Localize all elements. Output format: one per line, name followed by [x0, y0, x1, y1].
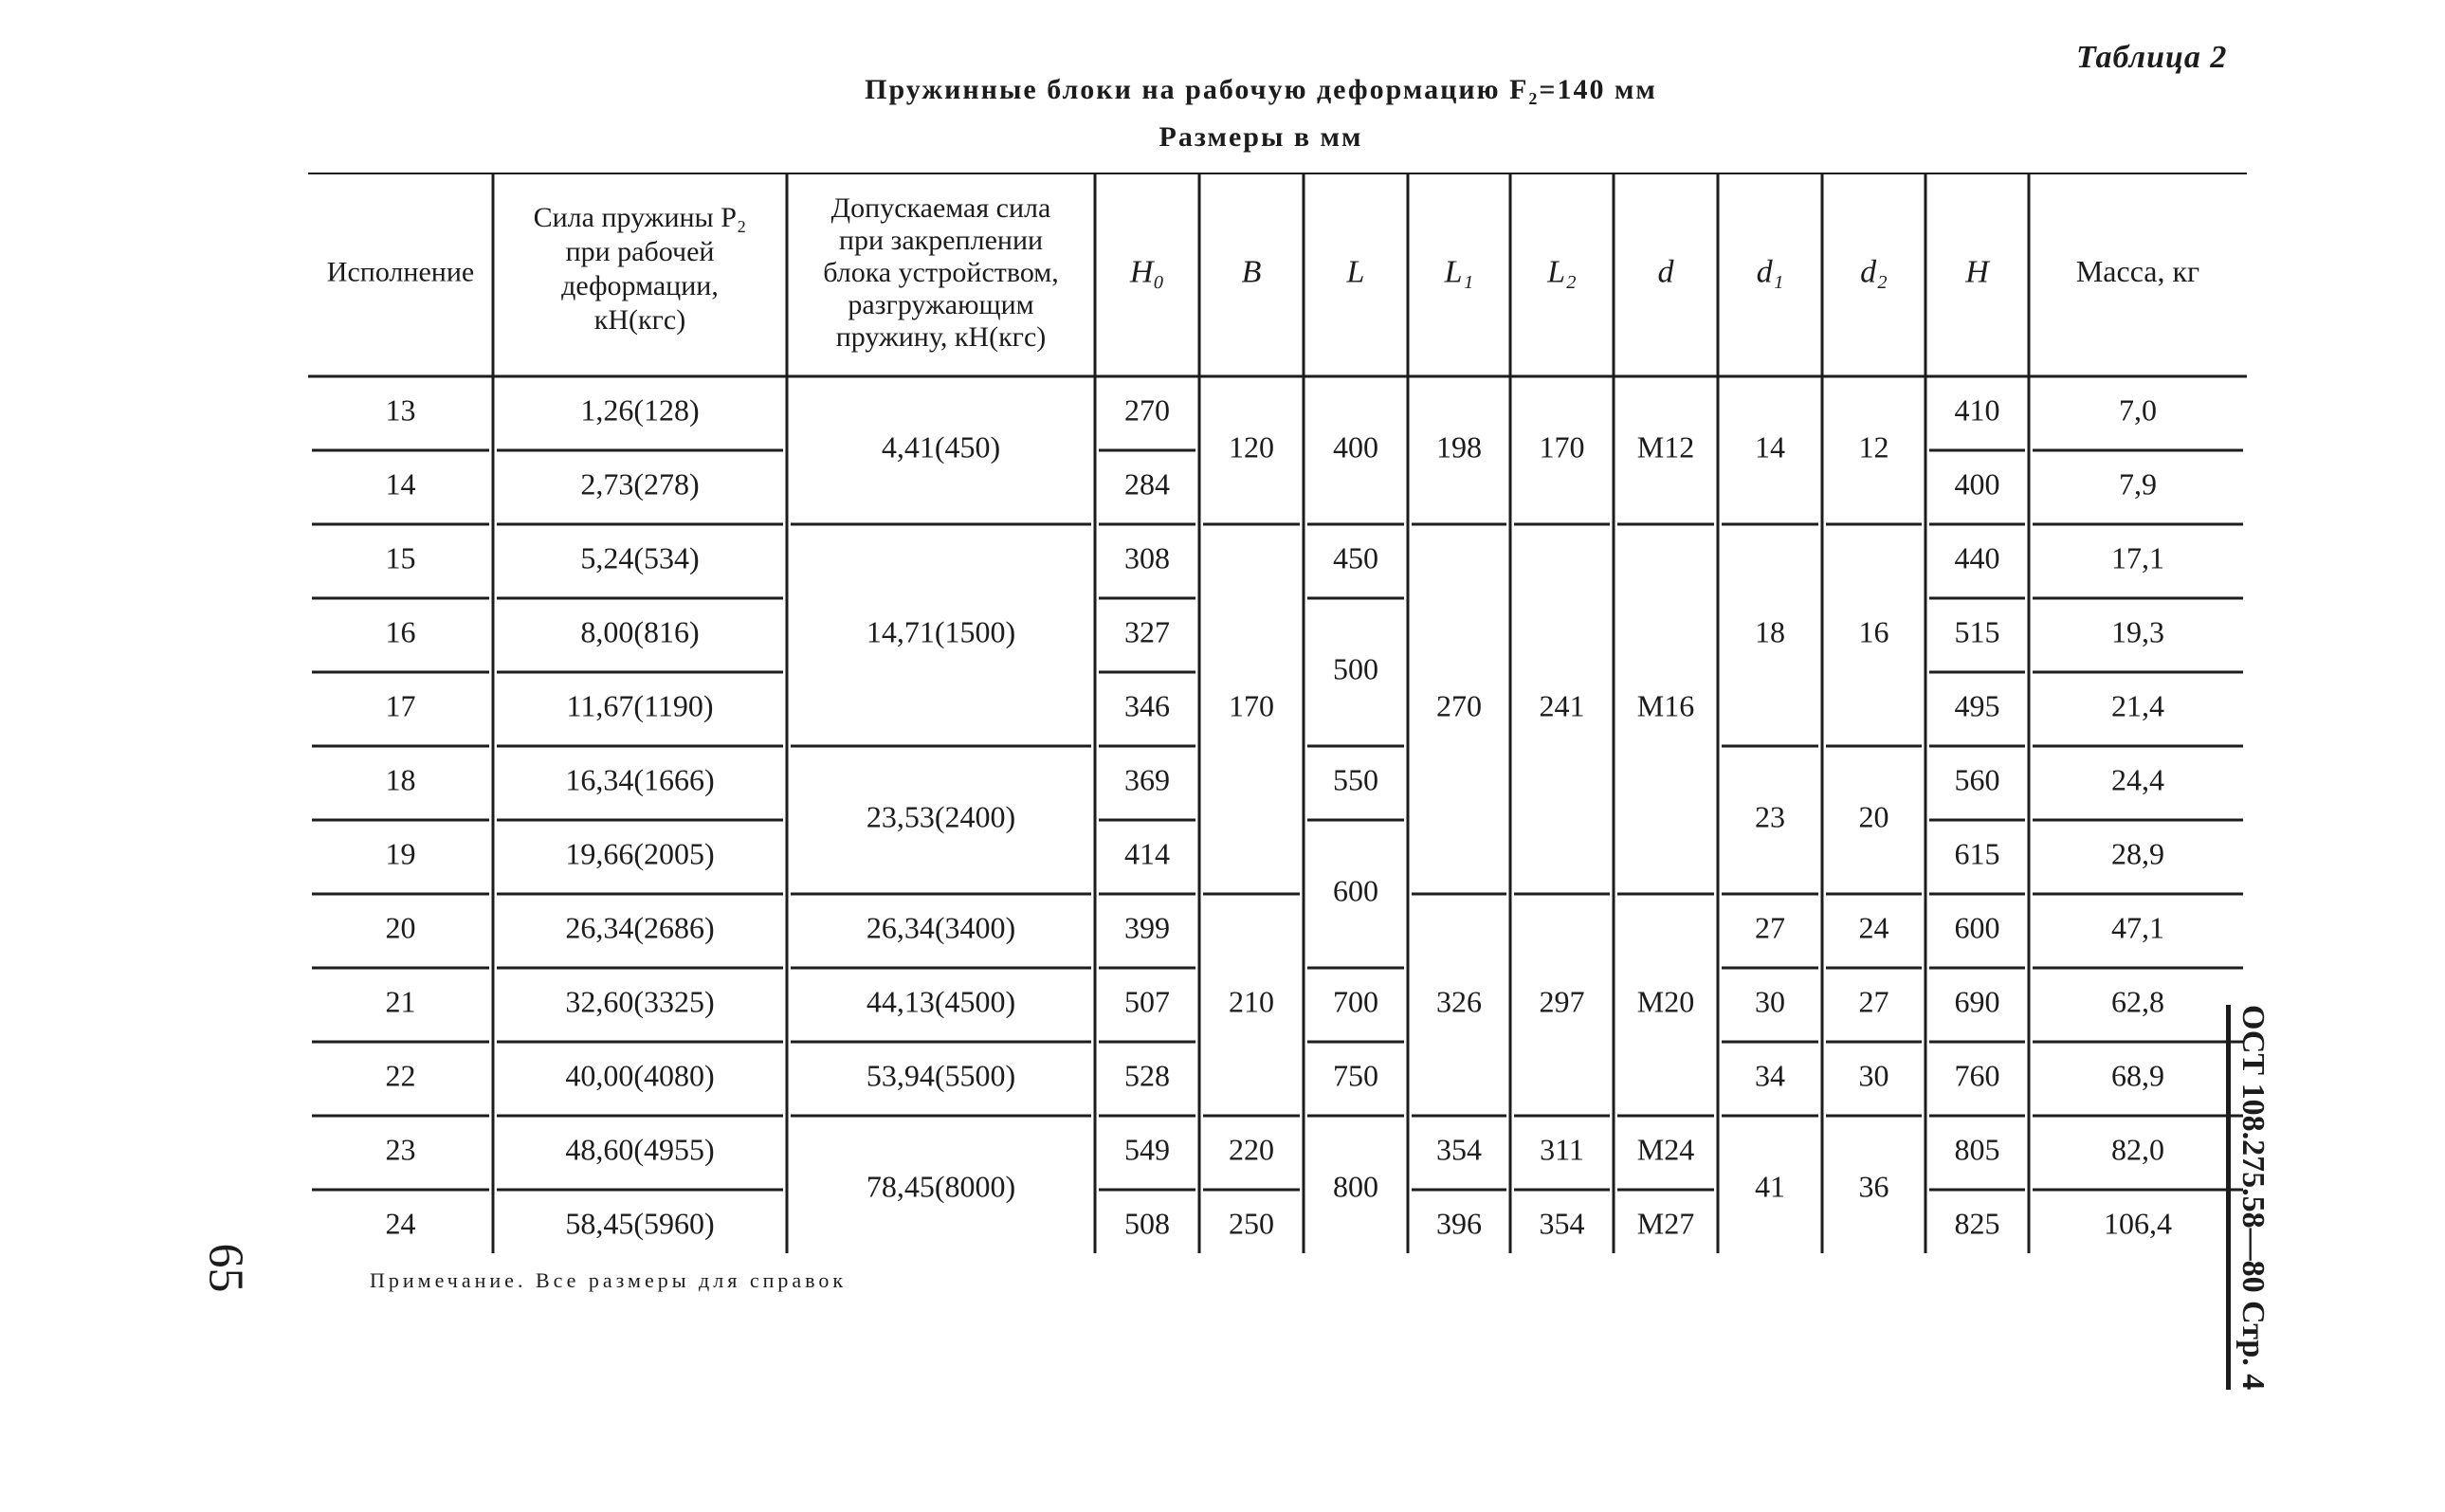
cell-h0: 284 [1124, 466, 1170, 501]
cell-h: 410 [1954, 392, 2000, 428]
cell-h: 760 [1954, 1058, 2000, 1093]
header-dopusk-line: блока устройством, [823, 256, 1059, 288]
header-massa: Масса, кг [2075, 253, 2200, 288]
cell-sila: 8,00(816) [580, 614, 700, 649]
header-l1: L₁ [1444, 254, 1474, 290]
header-l: L [1346, 254, 1365, 290]
cell-sila: 40,00(4080) [565, 1058, 715, 1093]
cell-massa: 47,1 [2111, 910, 2164, 945]
cell-b: 220 [1229, 1132, 1274, 1167]
header-sila-line: деформации, [561, 269, 719, 301]
cell-d2: 27 [1858, 984, 1889, 1019]
header-d1: d₁ [1756, 254, 1784, 290]
cell-h0: 528 [1124, 1058, 1170, 1093]
header-b: B [1241, 254, 1262, 290]
cell-l: 800 [1333, 1169, 1378, 1204]
cell-ispolnenie: 19 [385, 836, 416, 871]
cell-h: 560 [1954, 762, 2000, 797]
cell-d: M24 [1636, 1132, 1695, 1167]
cell-massa: 62,8 [2111, 984, 2164, 1019]
cell-h0: 399 [1124, 910, 1170, 945]
cell-d2: 20 [1858, 799, 1889, 834]
cell-l: 700 [1333, 984, 1378, 1019]
cell-l1: 198 [1436, 429, 1482, 465]
cell-h0: 507 [1124, 984, 1170, 1019]
cell-dopusk: 4,41(450) [881, 429, 1001, 465]
spring-blocks-table [308, 173, 2247, 1253]
cell-sila: 1,26(128) [580, 392, 700, 428]
cell-d: M12 [1636, 429, 1695, 465]
cell-h0: 270 [1124, 392, 1170, 428]
cell-b: 210 [1229, 984, 1274, 1019]
cell-ispolnenie: 21 [385, 984, 416, 1019]
cell-h0: 549 [1124, 1132, 1170, 1167]
cell-dopusk: 23,53(2400) [866, 799, 1016, 834]
cell-ispolnenie: 17 [385, 688, 416, 723]
header-sila-line: Сила пружины P₂ [533, 201, 747, 233]
cell-massa: 7,0 [2119, 392, 2157, 428]
cell-l1: 396 [1436, 1206, 1482, 1241]
cell-d: M16 [1636, 688, 1695, 723]
cell-sila: 48,60(4955) [565, 1132, 715, 1167]
header-d: d [1657, 254, 1674, 290]
cell-h: 515 [1954, 614, 2000, 649]
cell-l2: 354 [1539, 1206, 1585, 1241]
cell-dopusk: 78,45(8000) [866, 1169, 1016, 1204]
cell-sila: 11,67(1190) [566, 688, 714, 723]
cell-sila: 2,73(278) [580, 466, 700, 501]
cell-d1: 18 [1755, 614, 1785, 649]
cell-ispolnenie: 23 [385, 1132, 416, 1167]
cell-l2: 311 [1540, 1132, 1584, 1167]
page-number-handwritten: 65 [198, 1243, 253, 1293]
cell-d2: 24 [1858, 910, 1889, 945]
cell-d1: 14 [1755, 429, 1785, 465]
table-footnote: Примечание. Все размеры для справок [370, 1268, 848, 1292]
cell-l1: 354 [1436, 1132, 1482, 1167]
cell-sila: 58,45(5960) [565, 1206, 715, 1241]
header-dopusk-line: разгружающим [848, 288, 1034, 320]
cell-l: 400 [1333, 429, 1378, 465]
cell-d1: 23 [1755, 799, 1785, 834]
cell-h: 440 [1954, 540, 2000, 575]
cell-d2: 30 [1858, 1058, 1889, 1093]
cell-l: 750 [1333, 1058, 1378, 1093]
cell-d1: 30 [1755, 984, 1785, 1019]
cell-b: 120 [1229, 429, 1274, 465]
cell-b: 250 [1229, 1206, 1274, 1241]
cell-massa: 106,4 [2104, 1206, 2172, 1241]
cell-d1: 41 [1755, 1169, 1785, 1204]
cell-ispolnenie: 22 [385, 1058, 416, 1093]
cell-ispolnenie: 18 [385, 762, 416, 797]
header-dopusk-line: при закреплении [838, 224, 1044, 256]
table-subtitle: Размеры в мм [1159, 121, 1363, 153]
cell-dopusk: 26,34(3400) [866, 910, 1016, 945]
cell-ispolnenie: 13 [385, 392, 416, 428]
cell-h0: 308 [1124, 540, 1170, 575]
cell-ispolnenie: 24 [385, 1206, 416, 1241]
cell-h: 600 [1954, 910, 2000, 945]
cell-h0: 327 [1124, 614, 1170, 649]
cell-h0: 346 [1124, 688, 1170, 723]
header-h0: H₀ [1129, 254, 1165, 290]
cell-sila: 26,34(2686) [565, 910, 715, 945]
cell-sila: 19,66(2005) [565, 836, 715, 871]
cell-d2: 12 [1858, 429, 1889, 465]
cell-dopusk: 44,13(4500) [866, 984, 1016, 1019]
cell-sila: 5,24(534) [580, 540, 700, 575]
cell-l: 450 [1333, 540, 1378, 575]
cell-h0: 508 [1124, 1206, 1170, 1241]
cell-h: 805 [1954, 1132, 2000, 1167]
cell-massa: 24,4 [2111, 762, 2164, 797]
cell-ispolnenie: 15 [385, 540, 416, 575]
cell-l: 550 [1333, 762, 1378, 797]
cell-ispolnenie: 14 [385, 466, 416, 501]
table-cells [327, 192, 2199, 1240]
cell-massa: 7,9 [2119, 466, 2157, 501]
cell-h: 400 [1954, 466, 2000, 501]
cell-dopusk: 53,94(5500) [866, 1058, 1016, 1093]
cell-l1: 270 [1436, 688, 1482, 723]
header-sila-line: кН(кгс) [593, 303, 686, 336]
cell-massa: 17,1 [2111, 540, 2164, 575]
document-code: ОСТ 108.275.58—80 Стр. 4 [2226, 1005, 2271, 1390]
cell-d1: 27 [1755, 910, 1785, 945]
cell-d: M20 [1636, 984, 1695, 1019]
cell-d2: 16 [1858, 614, 1889, 649]
table-title: Пружинные блоки на рабочую деформацию F₂=140 мм [865, 74, 1657, 105]
cell-h0: 369 [1124, 762, 1170, 797]
cell-l: 600 [1333, 873, 1378, 908]
cell-massa: 21,4 [2111, 688, 2164, 723]
cell-ispolnenie: 20 [385, 910, 416, 945]
cell-h: 615 [1954, 836, 2000, 871]
header-sila-line: при рабочей [565, 235, 715, 267]
cell-massa: 19,3 [2111, 614, 2164, 649]
header-h: H [1965, 254, 1989, 290]
cell-massa: 28,9 [2111, 836, 2164, 871]
cell-l2: 170 [1539, 429, 1585, 465]
cell-h: 825 [1954, 1206, 2000, 1241]
cell-b: 170 [1229, 688, 1274, 723]
cell-h0: 414 [1124, 836, 1170, 871]
header-d2: d₂ [1860, 254, 1888, 290]
cell-h: 690 [1954, 984, 2000, 1019]
cell-dopusk: 14,71(1500) [866, 614, 1016, 649]
cell-massa: 68,9 [2111, 1058, 2164, 1093]
cell-l1: 326 [1436, 984, 1482, 1019]
cell-d1: 34 [1755, 1058, 1785, 1093]
header-dopusk-line: пружину, кН(кгс) [835, 320, 1047, 353]
cell-l2: 241 [1539, 688, 1585, 723]
header-dopusk-line: Допускаемая сила [830, 191, 1051, 224]
header-l2: L₂ [1547, 254, 1577, 290]
cell-d: M27 [1636, 1206, 1695, 1241]
cell-sila: 16,34(1666) [565, 762, 715, 797]
cell-ispolnenie: 16 [385, 614, 416, 649]
cell-h: 495 [1954, 688, 2000, 723]
cell-massa: 82,0 [2111, 1132, 2164, 1167]
header-ispolnenie: Исполнение [326, 256, 475, 288]
table-number: Таблица 2 [2076, 40, 2228, 75]
cell-l: 500 [1333, 651, 1378, 686]
cell-sila: 32,60(3325) [565, 984, 715, 1019]
cell-l2: 297 [1539, 984, 1585, 1019]
cell-d2: 36 [1858, 1169, 1889, 1204]
